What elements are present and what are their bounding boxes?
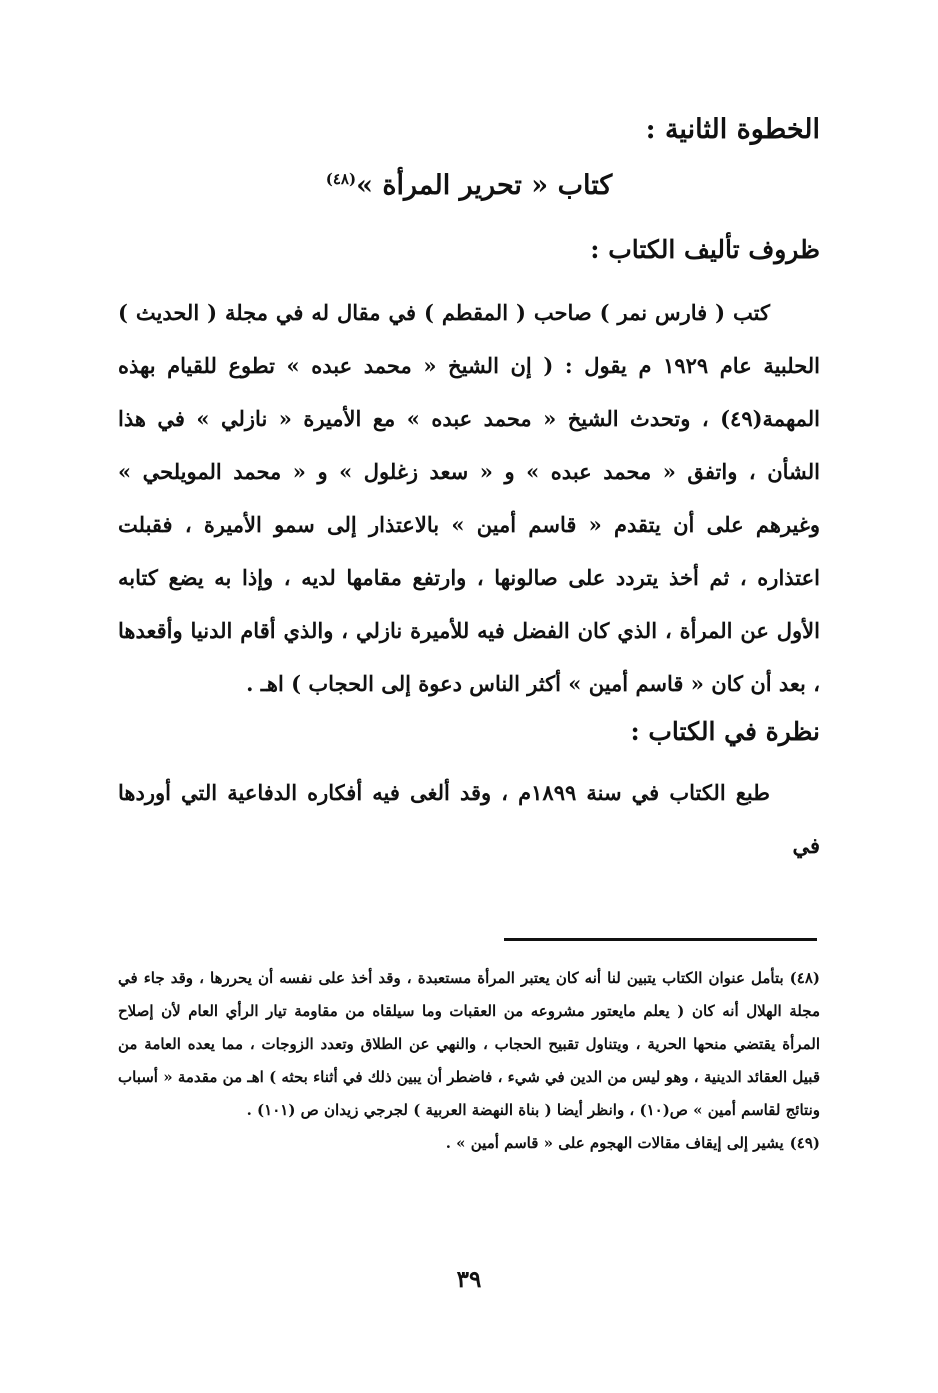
book-title bbox=[0, 164, 938, 208]
footnote-48 bbox=[118, 962, 820, 1127]
paragraph-overview: طبع الكتاب في سنة ١٨٩٩م ، وقد ألغى فيه أفكاره الدفاعية التي أوردها في bbox=[118, 780, 820, 858]
footnotes bbox=[118, 962, 820, 1160]
book-title-text: كتاب « تحرير المرأة » bbox=[356, 170, 613, 201]
footnote-text: بتأمل عنوان الكتاب يتبين لنا أنه كان يعتبر المرأة مستعبدة ، وقد أخذ على نفسه أن يحررها ، وقد جاء في مجلة الهلال أنه كان ( يعلم مايعتور مشروعه من العقبات وما سيلقاه من مقاومة تيار الرأي العام لأن إصلاح المرأة يقتضي منحها الحرية ، ويتناول تقبيح الحجاب ، والنهي عن الطلاق وتعدد الزوجات ، مما يعده العامة من قبيل العقائد الدينية ، وهو ليس من الدين في شيء ، فاضطر أن يبين ذلك في أثناء بحثه ) اهـ من مقدمة « أسباب ونتائج لقاسم أمين » ص(١٠) ، وانظر أيضا ( بناة النهضة العربية ) لجرجي زيدان ص (١٠١) . bbox=[118, 969, 820, 1119]
footnote-number: (٤٩) bbox=[789, 1134, 820, 1152]
section-heading-overview: نظرة في الكتاب : bbox=[630, 717, 820, 746]
step-heading: الخطوة الثانية : bbox=[645, 114, 820, 145]
footnote-ref-48[interactable]: (٤٨) bbox=[325, 170, 357, 188]
paragraph-circumstances: كتب ( فارس نمر ) صاحب ( المقطم ) في مقال له في مجلة ( الحديث ) الحلبية عام ١٩٢٩ م يقول : ( إن الشيخ « محمد عبده » تطوع للقيام بهذه المهمة(٤٩) ، وتحدث الشيخ « محمد عبده » مع الأميرة « نازلي » في هذا الشأن ، واتفق « محمد عبده » و « سعد زغلول » و « محمد المويلحي » وغيرهم على أن يتقدم « قاسم أمين » بالاعتذار إلى سمو الأميرة ، فقبلت اعتذاره ، ثم أخذ يتردد على صالونها ، وارتفع مقامها لديه ، وإذا به يضع كتابه الأول عن المرأة ، الذي كان الفضل فيه للأميرة نازلي ، والذي أقام الدنيا وأقعدها ، بعد أن كان « قاسم أمين » أكثر الناس دعوة إلى الحجاب ) اهـ . bbox=[118, 300, 820, 696]
footnote-divider bbox=[504, 938, 817, 941]
footnote-text: يشير إلى إيقاف مقالات الهجوم على « قاسم أمين » . bbox=[445, 1134, 784, 1152]
section-heading-circumstances: ظروف تأليف الكتاب : bbox=[590, 235, 820, 264]
footnote-number: (٤٨) bbox=[789, 969, 820, 987]
footnote-49 bbox=[118, 1127, 820, 1160]
page-number: ٣٩ bbox=[456, 1266, 482, 1293]
